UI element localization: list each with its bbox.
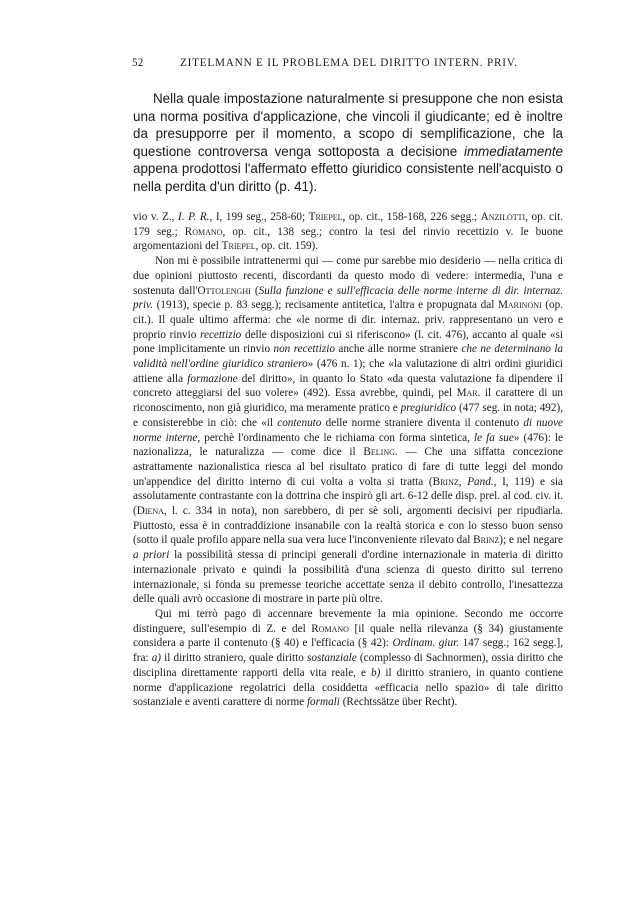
emphasis: contenuto (277, 416, 322, 429)
text-run: op. cit., 138 seg.; contro la tesi del rinvio recettizio v. le buone argomentazioni del (133, 225, 564, 253)
emphasis: Sulla funzione e sull'efficacia delle norme interne di dir. internaz. priv. (133, 284, 564, 312)
text-run: . — Che una siffatta concezione astrattamente nazionalistica riesca al bel risultato pratico di fare di tutte leggi del mondo un'appendice del diritto interno di cui volta a volta si tratta ( (133, 446, 564, 488)
author-name: Diena (136, 505, 164, 518)
text-run: ( (254, 284, 259, 297)
text-run: op. cit. 179 seg.; (133, 211, 564, 238)
text-run: vio v. Z., (133, 211, 175, 223)
author-name: Mar. (456, 387, 481, 400)
footnote-block (133, 210, 563, 710)
emphasis: formali (306, 696, 340, 709)
main-text (133, 90, 563, 196)
text-run: delle norme straniere diventa il contenuto (325, 416, 520, 429)
emphasis: non recettizio (273, 343, 335, 356)
text-run: la possibilità stessa di principi generali d'ordine internazionale in materia di diritto internazionale privato e quindi la possibilità d'una scienza di questo diritto sul terreno internazionale, si fonda su premesse teoriche accettate senza il debito controllo, l'inesattezza delle quali avrò occasione di mostrare in parte più oltre. (133, 549, 563, 606)
emphasis: a priori (133, 549, 170, 562)
text-run: , perchè l'ordinamento che le richiama con forma sintetica, (197, 431, 470, 444)
text-run: (1913), specie p. 83 segg.); recisamente antitetica, l'altra e propugnata dal (156, 299, 495, 312)
text-run: I, 199 seg., 258-60; (215, 211, 306, 223)
text-run: Non mi è possibile intrattenermi qui — come pur sarebbe mio desiderio — nella critica di due opinioni piuttosto recenti, discordanti da questo modo di vedere: intermedia, l'una e sostenuta dall' (133, 255, 563, 297)
text-run: delle disposizioni cui si riferiscono» (l. cit. 476), accanto al quale «si pone implicitamente un rinvio (133, 328, 564, 356)
author-name: Brinz (473, 534, 500, 547)
text-run: 147 segg.; 162 segg.], fra: (133, 637, 563, 665)
author-name: Brinz (432, 475, 459, 488)
text-run: » (476 n. 1); che «la valutazione di altri ordini giuridici attiene alla (133, 358, 563, 385)
text-run: , I, 119) e sia assolutamente contrastante con la dottrina che inspirò gli art. 6-12 delle disp. prel. al cod. civ. it. ( (133, 475, 564, 518)
footnote-paragraph (133, 254, 563, 607)
text-run: del diritto», in quanto lo Stato «da questa valutazione fa dipendere il concreto atteggiarsi del suo volere» (492). Essa avrebbe, quindi, pel (133, 372, 564, 400)
emphasis: a) (151, 652, 162, 665)
text-run: il diritto straniero, quale diritto (164, 652, 304, 665)
author-name: Anzilotti, (480, 211, 528, 223)
emphasis: recettizio (200, 328, 242, 341)
emphasis: Ordinam. giur. (392, 637, 460, 650)
text-run: Nella quale impostazione naturalmente si presuppone che non esista una norma positiva d'applicazione, che vincoli il giudicante; ed è inoltre da presupporre per il momento, a scopo di semplificazione, che la questione controversa venga sottoposta a decisione (133, 91, 563, 159)
emphasis: di nuove norme interne (133, 416, 564, 444)
text-run: Qui mi terrò pago di accennare brevemente la mia opinione. Secondo me occorre distinguere, sull'esempio di Z. e del (133, 607, 563, 635)
text-run: il diritto straniero, in quanto contiene norme d'applicazione regolatrici della cosiddetta «efficacia nello spazio» di tale diritto sostanziale e aventi carattere di norme (133, 666, 564, 709)
emphasis: le fa sue (473, 431, 514, 444)
page-number: 52 (132, 57, 144, 69)
text-run: op. cit. 159). (261, 240, 319, 253)
text-run: (477 seg. in nota; 492), e consisterebbe in ciò: che «il (133, 402, 564, 429)
text-run: , (458, 475, 462, 488)
text-run: il carattere di un riconoscimento, non già giuridico, ma meramente pratico e (133, 387, 564, 415)
text-run: , l. c. 334 in nota), non sarebbero, di per sè soli, argomenti decisivi per ripudiarla. Piuttosto, essa è in contraddizione insanabile con la realtà storica e con lo stesso buon senso (sotto il quale profilo appare nella sua vera luce l'inconveniente rilevato dal (133, 505, 563, 547)
text-run: (op. cit.). Il quale ultimo afferma: che «le norme di dir. internaz. priv. rappresentano un vero e proprio rinvio (133, 299, 564, 341)
page-header (132, 55, 562, 75)
emphasis: sostanziale (307, 652, 357, 665)
emphasis: pregiuridico (400, 402, 457, 415)
emphasis: b) (371, 666, 381, 679)
text-run: ); e nel negare (499, 534, 564, 547)
main-paragraph (133, 90, 563, 196)
emphasis: che ne determinano la validità nell'ordine giuridico straniero (133, 343, 564, 371)
author-name: Triepel, (308, 211, 346, 223)
author-name: Triepel, (221, 240, 259, 253)
emphasis: I. P. R., (178, 211, 213, 223)
author-name: Beling (363, 446, 395, 459)
text-run: appena prodottosi l'affermato effetto giuridico consistente nell'acquisto o nella perdita d'un diritto (p. 41). (133, 161, 563, 194)
author-name: Marinoni (497, 299, 542, 312)
footnote-paragraph (133, 607, 563, 710)
author-name: Romano (311, 622, 349, 635)
text-run: (Rechtssätze über Recht). (342, 696, 458, 709)
author-name: Ottolenghi (197, 284, 251, 297)
footnote-continuation (133, 210, 563, 254)
emphasis: formazione (187, 372, 238, 385)
author-name: Romano, (184, 225, 226, 238)
emphasis: immediatamente (464, 143, 563, 159)
text-run: » (476): le nazionalizza, le naturalizza — come dice il (133, 431, 563, 459)
text-run: anche alle norme straniere (338, 343, 458, 356)
text-run: (complesso di Sachnormen), ossia diritto che disciplina direttamente rapporti della vita reale, e (133, 652, 564, 679)
text-run: op. cit., 158-168, 226 segg.; (348, 211, 478, 223)
text-run: [il quale nella rilevanza (§ 34) giustamente considera a parte il contenuto (§ 40) e l'efficacia (§ 42): (133, 622, 564, 650)
emphasis: Pand. (467, 475, 494, 488)
running-title: ZITELMANN E IL PROBLEMA DEL DIRITTO INTERN. PRIV. (180, 57, 518, 69)
